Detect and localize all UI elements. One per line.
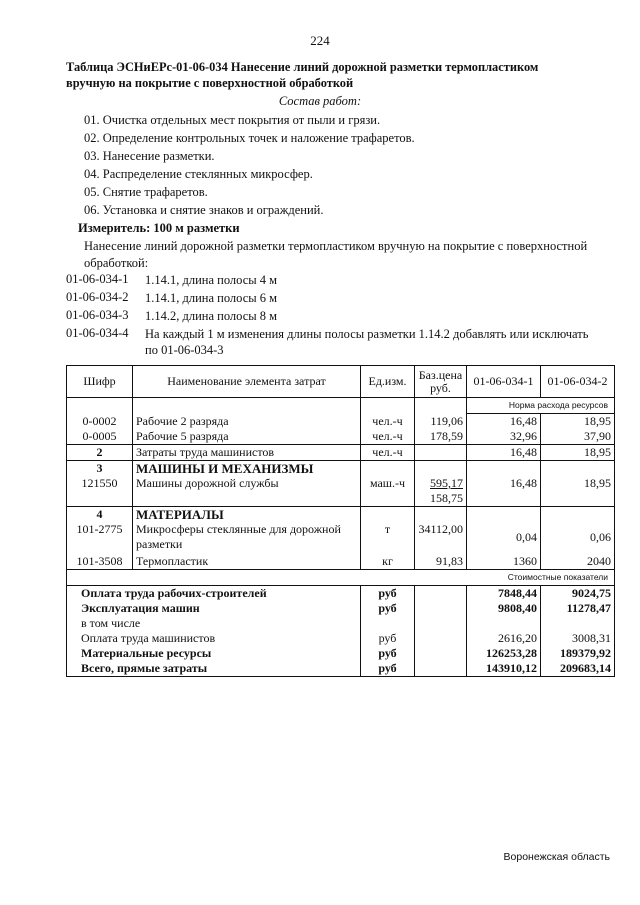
measure-unit: Измеритель: 100 м разметки [78,221,240,235]
cell-code: 101-3508 [67,552,133,570]
summary-unit: руб [361,631,415,646]
summary-v1: 126253,28 [467,646,541,661]
summary-unit: руб [361,646,415,661]
summary-unit: руб [361,586,415,602]
summary-name: в том числе [67,616,361,631]
code-number: 01-06-034-1 [66,272,129,286]
header-name: Наименование элемента затрат [133,366,361,398]
summary-v2: 189379,92 [541,646,615,661]
header-col2: 01-06-034-2 [541,366,615,398]
cell-unit: маш.-ч [361,476,415,507]
work-item: 02. Определение контрольных точек и наложение трафаретов. [84,131,415,145]
cell-v1: 1360 [467,552,541,570]
summary-unit: руб [361,661,415,677]
table-row [67,476,615,507]
summary-name: Эксплуатация машин [67,601,361,616]
summary-row [67,616,615,631]
work-item: 05. Снятие трафаретов. [84,185,208,199]
table-row [67,429,615,445]
summary-name: Оплата труда рабочих-строителей [67,586,361,602]
cell-unit: т [361,522,415,552]
summary-v2: 3008,31 [541,631,615,646]
section-title: МАШИНЫ И МЕХАНИЗМЫ [133,461,361,477]
cell-price-driver: 158,75 [430,491,463,505]
cell-name [133,522,361,552]
summary-unit: руб [361,601,415,616]
summary-v1: 2616,20 [467,631,541,646]
cell-name: Затраты труда машинистов [133,445,361,461]
work-item: 06. Установка и снятие знаков и ограждений. [84,203,324,217]
summary-name: Материальные ресурсы [67,646,361,661]
summary-v2: 11278,47 [541,601,615,616]
norm-label-row [67,398,615,414]
cell-name: Рабочие 2 разряда [133,414,361,430]
cell-code: 101-2775 [67,522,133,552]
summary-name: Оплата труда машинистов [67,631,361,646]
cell-v2: 18,95 [541,445,615,461]
code-text-line1: На каждый 1 м изменения длины полосы разметки 1.14.2 добавлять или исключать [145,327,589,341]
description [84,238,587,272]
code-text-line2: по 01-06-034-3 [145,343,224,357]
work-heading: Состав работ: [278,94,362,108]
cell-name-line1: Микросферы стеклянные для дорожной [136,522,341,536]
cell-price: 91,83 [415,552,467,570]
summary-row [67,631,615,646]
cell-unit: кг [361,552,415,570]
cell-v1: 16,48 [467,445,541,461]
region-footer: Воронежская область [503,851,610,863]
code-text: 1.14.1, длина полосы 6 м [145,291,278,305]
cell-v2: 2040 [541,552,615,570]
cell-v1: 16,48 [467,476,541,507]
section-title: МАТЕРИАЛЫ [133,507,361,523]
cell-code: 0-0005 [67,429,133,445]
summary-row [67,661,615,677]
cell-unit: чел.-ч [361,414,415,430]
summary-v1: 9808,40 [467,601,541,616]
cell-v1: 16,48 [467,414,541,430]
header-col1: 01-06-034-1 [467,366,541,398]
cell-v2: 0,06 [541,522,615,552]
work-item: 03. Нанесение разметки. [84,149,215,163]
code-text: 1.14.2, длина полосы 8 м [145,309,278,323]
work-item: 04. Распределение стеклянных микросфер. [84,167,313,181]
header-price-line1: Баз.цена [418,367,463,382]
resources-table [66,365,615,677]
summary-row [67,601,615,616]
cell-v1: 0,04 [467,522,541,552]
section-number: 3 [67,461,133,477]
cell-v2: 18,95 [541,476,615,507]
cell-price [415,476,467,507]
code-number: 01-06-034-4 [66,326,129,340]
cost-label-row [67,570,615,586]
table-row [67,552,615,570]
cost-label: Стоимостные показатели [467,570,615,586]
code-number: 01-06-034-2 [66,290,129,304]
code-number: 01-06-034-3 [66,308,129,322]
table-header-row [67,366,615,398]
description-line1: Нанесение линий дорожной разметки термопластиком вручную на покрытие с поверхностной [84,239,588,253]
cell-name: Рабочие 5 разряда [133,429,361,445]
code-text: 1.14.1, длина полосы 4 м [145,273,278,287]
summary-row [67,646,615,661]
header-code: Шифр [67,366,133,398]
summary-v2: 209683,14 [541,661,615,677]
work-item: 01. Очистка отдельных мест покрытия от пыли и грязи. [84,113,381,127]
cell-name-line2: разметки [136,537,183,551]
table-row [67,445,615,461]
cell-price: 119,06 [415,414,467,430]
section-row [67,507,615,523]
header-price [415,366,467,398]
table-title [66,59,538,91]
cell-price: 34112,00 [415,522,467,552]
cell-name: Термопластик [133,552,361,570]
cell-price: 178,59 [415,429,467,445]
cell-v2: 37,90 [541,429,615,445]
cell-code: 2 [67,445,133,461]
summary-name: Всего, прямые затраты [67,661,361,677]
table-row [67,522,615,552]
cell-v1: 32,96 [467,429,541,445]
cell-v2: 18,95 [541,414,615,430]
summary-v1: 7848,44 [467,586,541,602]
section-row [67,461,615,477]
cell-code: 0-0002 [67,414,133,430]
cell-unit: чел.-ч [361,445,415,461]
summary-row [67,586,615,602]
code-text [145,326,588,358]
table-row [67,414,615,430]
table-title-line2: вручную на покрытие с поверхностной обработкой [66,76,354,90]
cell-price-machine: 595,17 [430,476,463,490]
page-number: 224 [310,33,330,48]
section-number: 4 [67,507,133,523]
summary-v1: 143910,12 [467,661,541,677]
cell-code: 121550 [67,476,133,507]
cell-name: Машины дорожной службы [133,476,361,507]
table-title-line1: Таблица ЭСНиЕРс-01-06-034 Нанесение линий дорожной разметки термопластиком [66,60,539,74]
description-line2: обработкой: [84,256,149,270]
summary-v2: 9024,75 [541,586,615,602]
cell-unit: чел.-ч [361,429,415,445]
header-unit: Ед.изм. [361,366,415,398]
header-price-line2: руб. [430,380,451,395]
norm-label: Норма расхода ресурсов [467,398,615,414]
